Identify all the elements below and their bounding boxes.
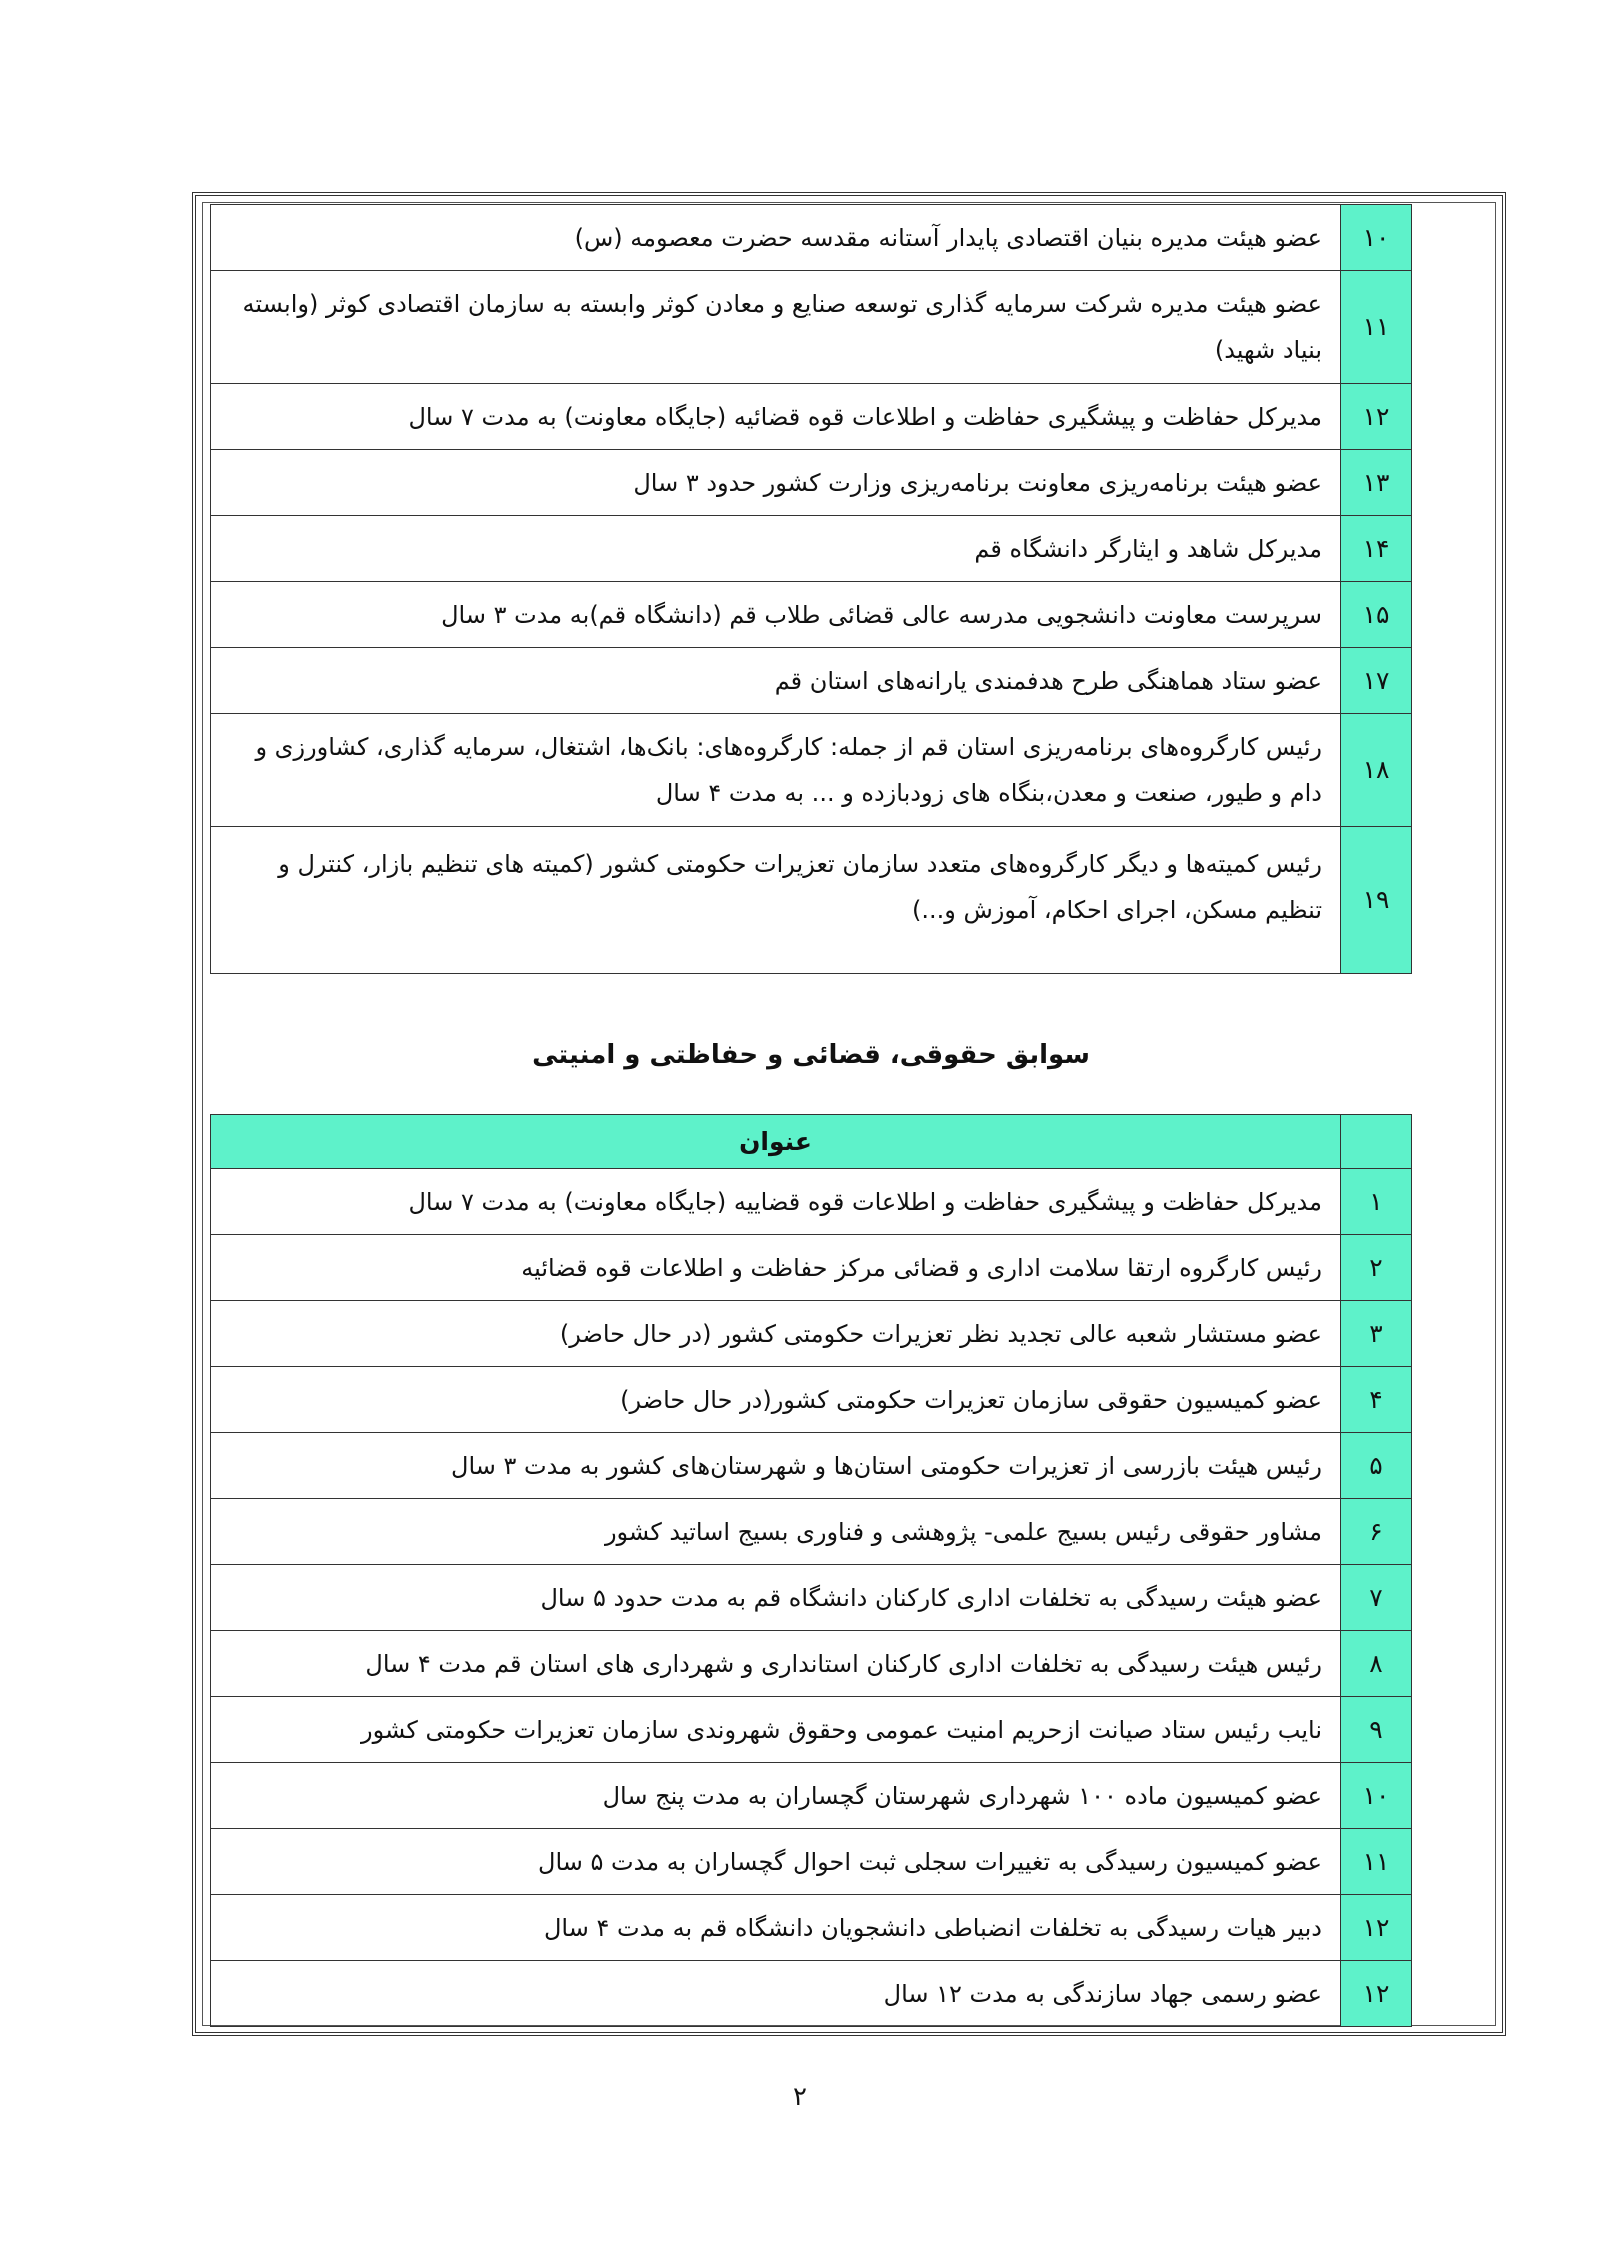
table-row (211, 582, 1412, 648)
table-row (211, 1895, 1412, 1961)
row-text: عضو کمیسیون ماده ۱۰۰ شهرداری شهرستان گچساران به مدت پنج سال (211, 1763, 1341, 1829)
table-legal-records (210, 1114, 1412, 2027)
row-text: مشاور حقوقی رئیس بسیج علمی- پژوهشی و فناوری بسیج اساتید کشور (211, 1499, 1341, 1565)
row-number: ۱۱ (1341, 1829, 1412, 1895)
table-row (211, 1961, 1412, 2027)
row-text: عضو مستشار شعبه عالی تجدید نظر تعزیرات حکومتی کشور (در حال حاضر) (211, 1301, 1341, 1367)
row-text: دبیر هیات رسیدگی به تخلفات انضباطی دانشجویان دانشگاه قم به مدت ۴ سال (211, 1895, 1341, 1961)
table-row (211, 1631, 1412, 1697)
row-text: عضو کمیسیون رسیدگی به تغییرات سجلی ثبت احوال گچساران به مدت ۵ سال (211, 1829, 1341, 1895)
row-number: ۸ (1341, 1631, 1412, 1697)
row-number: ۱۸ (1341, 714, 1412, 827)
table-row (211, 516, 1412, 582)
row-text: رئیس هیئت بازرسی از تعزیرات حکومتی استان‌ها و شهرستان‌های کشور به مدت ۳ سال (211, 1433, 1341, 1499)
row-number: ۱۲ (1341, 1961, 1412, 2027)
table-row (211, 648, 1412, 714)
row-number: ۱۴ (1341, 516, 1412, 582)
row-number: ۱ (1341, 1169, 1412, 1235)
row-number: ۱۵ (1341, 582, 1412, 648)
table-row (211, 205, 1412, 271)
row-text: نایب رئیس ستاد صیانت ازحریم امنیت عمومی وحقوق شهروندی سازمان تعزیرات حکومتی کشور (211, 1697, 1341, 1763)
row-text: عضو هیئت برنامه‌ریزی معاونت برنامه‌ریزی وزارت کشور حدود ۳ سال (211, 450, 1341, 516)
row-number: ۷ (1341, 1565, 1412, 1631)
table-header-row (211, 1115, 1412, 1169)
row-number: ۲ (1341, 1235, 1412, 1301)
row-number: ۵ (1341, 1433, 1412, 1499)
row-number: ۹ (1341, 1697, 1412, 1763)
header-title: عنوان (211, 1115, 1341, 1169)
row-text: رئیس هیئت رسیدگی به تخلفات اداری کارکنان استانداری و شهرداری های استان قم مدت ۴ سال (211, 1631, 1341, 1697)
table-row (211, 1763, 1412, 1829)
row-number: ۴ (1341, 1367, 1412, 1433)
table-row (211, 1433, 1412, 1499)
table-row (211, 450, 1412, 516)
row-text: مدیرکل حفاظت و پیشگیری حفاظت و اطلاعات قوه قضائیه (جایگاه معاونت) به مدت ۷ سال (211, 384, 1341, 450)
row-text: عضو هیئت مدیره شرکت سرمایه گذاری توسعه صنایع و معادن کوثر وابسته به سازمان اقتصادی کوثر (وابسته بنیاد شهید) (211, 271, 1341, 384)
row-number: ۶ (1341, 1499, 1412, 1565)
page-number: ۲ (793, 2082, 807, 2112)
row-number: ۱۰ (1341, 1763, 1412, 1829)
row-number: ۱۹ (1341, 827, 1412, 974)
table-row (211, 1235, 1412, 1301)
table-row (211, 1565, 1412, 1631)
row-number: ۱۳ (1341, 450, 1412, 516)
row-number: ۳ (1341, 1301, 1412, 1367)
table-row (211, 714, 1412, 827)
header-number (1341, 1115, 1412, 1169)
row-number: ۱۲ (1341, 1895, 1412, 1961)
row-text: رئیس کمیته‌ها و دیگر کارگروه‌های متعدد سازمان تعزیرات حکومتی کشور (کمیته های تنظیم بازار، کنترل و تنظیم مسکن، اجرای احکام، آموزش و...) (211, 827, 1341, 974)
table-row (211, 271, 1412, 384)
table-row (211, 1367, 1412, 1433)
table-row (211, 1301, 1412, 1367)
table-row (211, 1499, 1412, 1565)
table-row (211, 827, 1412, 974)
row-number: ۱۰ (1341, 205, 1412, 271)
row-number: ۱۲ (1341, 384, 1412, 450)
row-number: ۱۷ (1341, 648, 1412, 714)
row-text: عضو ستاد هماهنگی طرح هدفمندی یارانه‌های استان قم (211, 648, 1341, 714)
row-text: مدیرکل شاهد و ایثارگر دانشگاه قم (211, 516, 1341, 582)
table-row (211, 1697, 1412, 1763)
table-row (211, 384, 1412, 450)
section-title: سوابق حقوقی، قضائی و حفاظتی و امنیتی (532, 1040, 1090, 1070)
table-row (211, 1169, 1412, 1235)
row-number: ۱۱ (1341, 271, 1412, 384)
row-text: عضو هیئت مدیره بنیان اقتصادی پایدار آستانه مقدسه حضرت معصومه (س) (211, 205, 1341, 271)
row-text: مدیرکل حفاظت و پیشگیری حفاظت و اطلاعات قوه قضاییه (جایگاه معاونت) به مدت ۷ سال (211, 1169, 1341, 1235)
table-row (211, 1829, 1412, 1895)
row-text: عضو رسمی جهاد سازندگی به مدت ۱۲ سال (211, 1961, 1341, 2027)
row-text: عضو هیئت رسیدگی به تخلفات اداری کارکنان دانشگاه قم به مدت حدود ۵ سال (211, 1565, 1341, 1631)
row-text: سرپرست معاونت دانشجویی مدرسه عالی قضائی طلاب قم (دانشگاه قم)به مدت ۳ سال (211, 582, 1341, 648)
row-text: رئیس کارگروه ارتقا سلامت اداری و قضائی مرکز حفاظت و اطلاعات قوه قضائیه (211, 1235, 1341, 1301)
row-text: رئیس کارگروه‌های برنامه‌ریزی استان قم از جمله: کارگروه‌های: بانک‌ها، اشتغال، سرمایه گذاری، کشاورزی و دام و طیور، صنعت و معدن،بنگاه های زودبازده و ... به مدت ۴ سال (211, 714, 1341, 827)
table-positions (210, 204, 1412, 974)
row-text: عضو کمیسیون حقوقی سازمان تعزیرات حکومتی کشور(در حال حاضر) (211, 1367, 1341, 1433)
